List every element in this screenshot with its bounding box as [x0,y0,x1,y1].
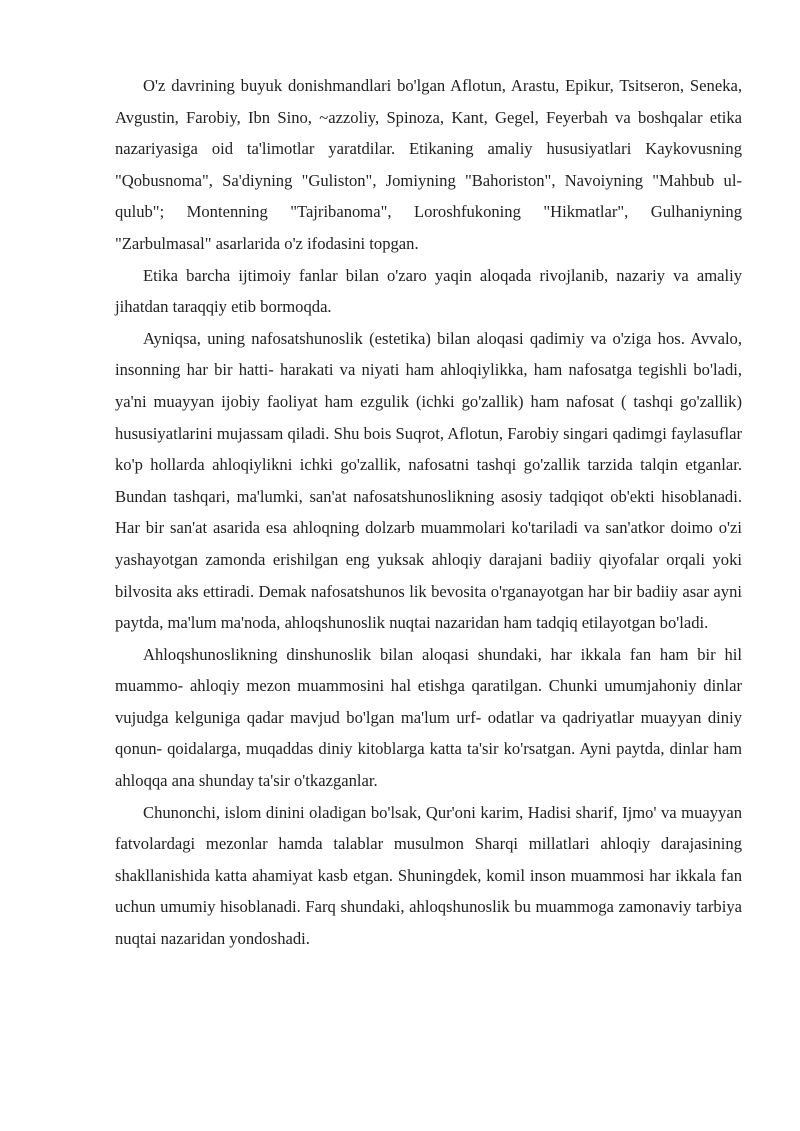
paragraph-3: Ayniqsa, uning nafosatshunoslik (estetika) bilan aloqasi qadimiy va o'ziga hos. Avvalo, insonning har bir hatti- harakati va niyati ham ahloqiylikka, ham nafosatga tegishli bo'ladi, ya'ni muayyan ijobiy faoliyat ham ezgulik (ichki go'zallik) ham nafosat ( tashqi go'zallik) hususiyatlarini mujassam qiladi. Shu bois Suqrot, Aflotun, Farobiy singari qadimgi faylasuflar ko'p hollarda ahloqiylikni ichki go'zallik, nafosatni tashqi go'zallik tarzida talqin etganlar. Bundan tashqari, ma'lumki, san'at nafosatshunoslikning asosiy tadqiqot ob'ekti hisoblanadi. Har bir san'at asarida esa ahloqning dolzarb muammolari ko'tariladi va san'atkor doimo o'zi yashayotgan zamonda erishilgan eng yuksak ahloqiy darajani badiiy qiyofalar orqali yoki bilvosita aks ettiradi. Demak nafosatshunos lik bevosita o'rganayotgan har bir badiiy asar ayni paytda, ma'lum ma'noda, ahloqshunoslik nuqtai nazaridan ham tadqiq etilayotgan bo'ladi. [115,328,742,633]
paragraph-2: Etika barcha ijtimoiy fanlar bilan o'zaro yaqin aloqada rivojlanib, nazariy va amaliy jihatdan taraqqiy etib bormoqda. [115,265,742,317]
document-body [115,70,742,955]
paragraph-5: Chunonchi, islom dinini oladigan bo'lsak, Qur'oni karim, Hadisi sharif, Ijmo' va muayyan fatvolardagi mezonlar hamda talablar musulmon Sharqi millatlari ahloqiy darajasining shakllanishida katta ahamiyat kasb etgan. Shuningdek, komil inson muammosi har ikkala fan uchun umumiy hisoblanadi. Farq shundaki, ahloqshunoslik bu muammoga zamonaviy tarbiya nuqtai nazaridan yondoshadi. [115,802,742,949]
paragraph-4: Ahloqshunoslikning dinshunoslik bilan aloqasi shundaki, har ikkala fan ham bir hil muammo- ahloqiy mezon muammosini hal etishga qaratilgan. Chunki umumjahoniy dinlar vujudga kelguniga qadar mavjud bo'lgan ma'lum urf- odatlar va qadriyatlar muayyan diniy qonun- qoidalarga, muqaddas diniy kitoblarga katta ta'sir ko'rsatgan. Ayni paytda, dinlar ham ahloqqa ana shunday ta'sir o'tkazganlar. [115,644,742,791]
paragraph-1: O'z davrining buyuk donishmandlari bo'lgan Aflotun, Arastu, Epikur, Tsitseron, Seneka, Avgustin, Farobiy, Ibn Sino, ~azzoliy, Spinoza, Kant, Gegel, Feyerbah va boshqalar etika nazariyasiga oid ta'limotlar yaratdilar. Etikaning amaliy hususiyatlari Kaykovusning "Qobusnoma", Sa'diyning "Guliston", Jomiyning "Bahoriston", Navoiyning "Mahbub ul- qulub"; Montenning "Tajribanoma", Loroshfukoning "Hikmatlar", Gulhaniyning "Zarbulmasal" asarlarida o'z ifodasini topgan. [115,76,742,253]
